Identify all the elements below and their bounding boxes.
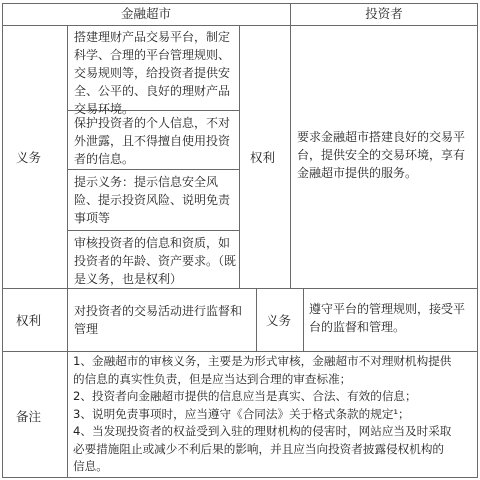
remark-line: 1、金融超市的审核义务，主要是为形式审核，金融超市不对理财机构提供 [73, 354, 452, 368]
investor-rights-text: 要求金融超市搭建良好的交易平台，提供安全的交易环境，享有金融超市提供的服务。 [297, 130, 466, 180]
remark-line: 信息。 [73, 459, 108, 473]
investor-rights-label: 权利 [250, 150, 276, 165]
platform-obligation-text: 搭建理财产品交易平台，制定科学、合理的平台管理规则、交易规则等，给投资者提供安全、公平的、良好的理财产品交易环境。 [74, 30, 231, 116]
platform-obligation-text: 提示义务：提示信息安全风险、提示投资风险、说明免责事项等 [74, 175, 231, 225]
remarks-text [73, 353, 477, 476]
remark-line: 4、当发现投资者的权益受到入驻的理财机构的侵害时，网站应当及时采取 [73, 424, 452, 438]
header-platform: 金融超市 [120, 6, 171, 21]
remark-line: 2、投资者向金融超市提供的信息应当是真实、合法、有效的信息； [73, 389, 417, 403]
platform-obligation-text: 审核投资者的信息和资质，如投资者的年龄、资产要求。（既是义务，也是权利） [74, 236, 237, 286]
remark-line: 必要措施阻止或减少不利后果的影响，并且应当向投资者披露侵权机构的 [73, 441, 445, 456]
obligation-label: 义务 [16, 150, 42, 165]
remarks-label: 备注 [16, 409, 42, 424]
remark-line: 3、说明免责事项时，应当遵守《合同法》关于格式条款的规定¹； [73, 406, 410, 421]
platform-rights-text: 对投资者的交易活动进行监督和管理 [74, 304, 243, 336]
investor-obligations-text: 遵守平台的管理规则，接受平台的监督和管理。 [309, 302, 466, 334]
platform-obligation-text: 保护投资者的个人信息，不对外泄露，且不得擅自使用投资者的信息。 [74, 116, 231, 166]
investor-obligations-label: 义务 [266, 313, 292, 328]
header-investor: 投资者 [365, 6, 403, 21]
rights-label: 权利 [16, 313, 42, 328]
remark-line: 的信息的真实性负责，但是应当达到合理的审查标准； [73, 371, 352, 386]
